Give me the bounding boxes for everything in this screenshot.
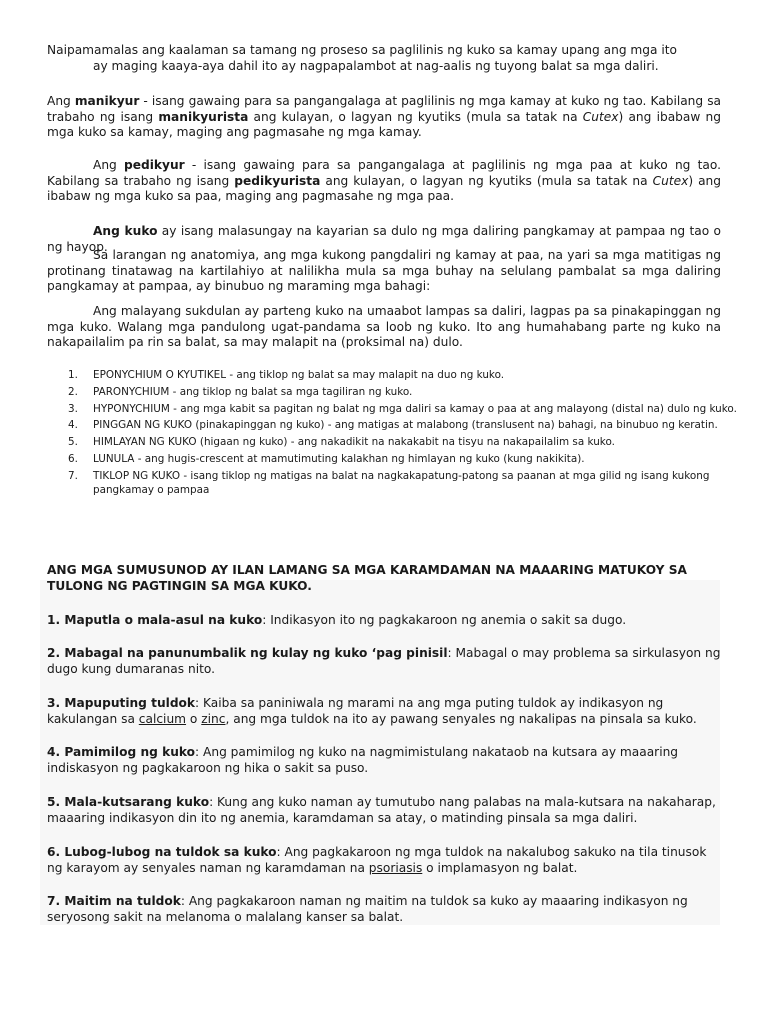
malayang-sukdulan-paragraph: Ang malayang sukdulan ay parteng kuko na umaabot lampas sa daliri, lagpas pa sa pinakapinggan ng mga kuko. Walang mga pandulong ugat-pandama sa loob ng kuko. Ito ang humahabang parte ng kuko na nakapailalim pa rin sa balat, sa may malapit na (proksimal na) dulo. bbox=[47, 304, 721, 349]
list-item: 7. TIKLOP NG KUKO - isang tiklop ng matigas na balat na nagkakapatung-patong sa paanan at mga gilid ng isang kukong pangkamay o pampaa bbox=[68, 469, 710, 496]
intro-paragraph bbox=[47, 43, 721, 74]
list-item: 3. HYPONYCHIUM - ang mga kabit sa pagitan ng balat ng mga daliri sa kamay o paa at ang malayong (distal na) dulo ng kuko. bbox=[68, 402, 737, 415]
kuko-term: Ang kuko bbox=[93, 224, 158, 238]
intro-line-2: ay maging kaaya-aya dahil ito ay nagpapalambot at nag-aalis ng tuyong balat sa mga daliri. bbox=[93, 58, 659, 73]
condition-5: 5. Mala-kutsarang kuko: Kung ang kuko naman ay tumutubo nang palabas na mala-kutsara na nakaharap, maaaring indikasyon din ito ng anemia, karamdaman sa atay, o matinding pinsala sa mga daliri. bbox=[47, 795, 716, 825]
condition-4: 4. Pamimilog ng kuko: Ang pamimilog ng kuko na nagmimistulang nakataob na kutsara ay maaaring indiskasyon ng pagkakaroon ng hika o sakit sa puso. bbox=[47, 745, 679, 775]
list-item: 5. HIMLAYAN NG KUKO (higaan ng kuko) - ang nakadikit na nakakabit na tisyu na nakapailalim sa kuko. bbox=[68, 436, 615, 449]
calcium-link[interactable]: calcium bbox=[138, 712, 187, 726]
intro-line-1: Naipamamalas ang kaalaman sa tamang ng proseso sa paglilinis ng kuko sa kamay upang ang mga ito bbox=[47, 43, 677, 57]
manikyur-term: manikyur bbox=[74, 94, 140, 108]
list-item: 2. PARONYCHIUM - ang tiklop ng balat sa mga tagiliran ng kuko. bbox=[68, 385, 413, 398]
zinc-link[interactable]: zinc bbox=[201, 712, 226, 726]
condition-7: 7. Maitim na tuldok: Ang pagkakaroon naman ng maitim na tuldok sa kuko ay maaaring indikasyon ng seryosong sakit na melanoma o malalang kanser sa balat. bbox=[47, 894, 688, 924]
condition-3: 3. Mapuputing tuldok: Kaiba sa paniniwala ng marami na ang mga puting tuldok ay indikasyon ng kakulangan sa calcium o zinc, ang mga tuldok na ito ay pawang senyales ng nakalipas na pinsala sa kuko. bbox=[47, 696, 697, 726]
manikyur-paragraph: Ang manikyur - isang gawaing para sa pangangalaga at paglilinis ng mga kamay at kuko ng tao. Kabilang sa trabaho ng isang manikyurista ang kulayan, o lagyan ng kyutiks (mula sa tatak na Cutex) ang ibabaw ng mga kuko sa kamay, maging ang pagmasahe ng mga kamay. bbox=[47, 94, 722, 139]
condition-2: 2. Mabagal na panunumbalik ng kulay ng kuko ‘pag pinisil: Mabagal o may problema sa sirkulasyon ng dugo kung dumaranas nito. bbox=[47, 646, 721, 676]
condition-6: 6. Lubog-lubog na tuldok sa kuko: Ang pagkakaroon ng mga tuldok na nakalubog sakuko na tila tinusok ng karayom ay senyales naman ng karamdaman na psoriasis o implamasyon ng balat. bbox=[47, 845, 707, 875]
psoriasis-link[interactable]: psoriasis bbox=[368, 861, 423, 875]
list-item: 1. EPONYCHIUM O KYUTIKEL - ang tiklop ng balat sa may malapit na duo ng kuko. bbox=[68, 369, 505, 381]
condition-1: 1. Maputla o mala-asul na kuko: Indikasyon ito ng pagkakaroon ng anemia o sakit sa dugo. bbox=[47, 613, 627, 627]
brand-cutex: Cutex bbox=[582, 109, 619, 124]
kuko-paragraph: Ang kuko ay isang malasungay na kayarian sa dulo ng mga daliring pangkamay at pampaa ng tao o ng hayop. bbox=[47, 224, 721, 254]
pedikyur-paragraph: Ang pedikyur - isang gawaing para sa pangangalaga at paglilinis ng mga paa at kuko ng tao. Kabilang sa trabaho ng isang pedikyurista ang kulayan, o lagyan ng kyutiks (mula sa tatak na Cutex) ang ibabaw ng mga kuko sa paa, maging ang pagmasahe ng mga paa. bbox=[47, 158, 722, 203]
manikyurista-term: manikyurista bbox=[158, 109, 249, 124]
list-item: 6. LUNULA - ang hugis-crescent at mamutimuting kalakhan ng himlayan ng kuko (kung nakikita). bbox=[68, 452, 585, 465]
anatomiya-paragraph: Sa larangan ng anatomiya, ang mga kukong pangdaliri ng kamay at paa, na yari sa mga matitigas ng protinang tinatawag na kartilahiyo at nalilikha mula sa mga buhay na selulang pambalat sa mga daliring pangkamay at pampaa, ay binubuo ng maraming mga bahagi: bbox=[47, 248, 721, 293]
pedikyurista-term: pedikyurista bbox=[234, 173, 321, 188]
brand-cutex-2: Cutex bbox=[652, 173, 689, 188]
pedikyur-term: pedikyur bbox=[124, 158, 185, 172]
nail-parts-list bbox=[47, 369, 753, 500]
list-item: 4. PINGGAN NG KUKO (pinakapinggan ng kuko) - ang matigas at malabong (translusent na) bahagi, na binubuo ng keratin. bbox=[68, 419, 718, 432]
conditions-heading: ANG MGA SUMUSUNOD AY ILAN LAMANG SA MGA KARAMDAMAN NA MAAARING MATUKOY SA TULONG NG PAGTINGIN SA MGA KUKO. bbox=[47, 563, 687, 593]
